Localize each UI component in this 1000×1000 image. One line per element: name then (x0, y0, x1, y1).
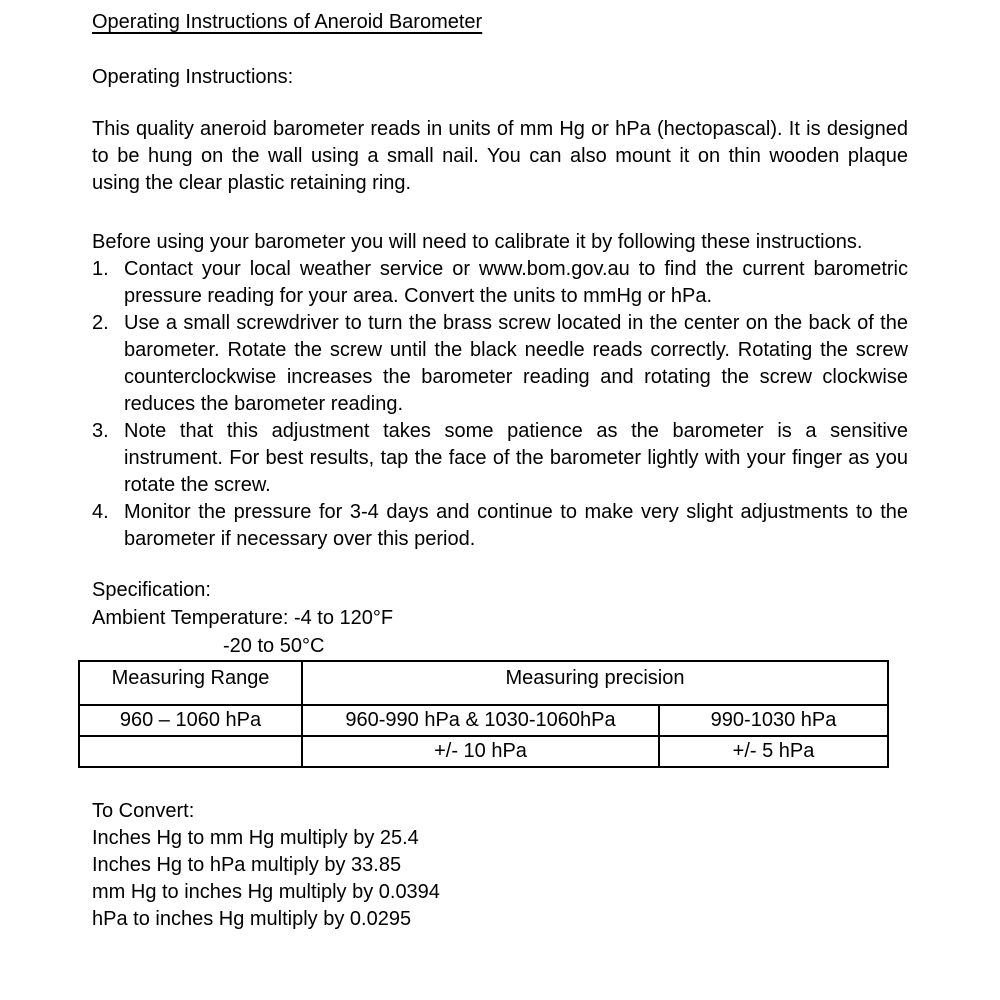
step-text: Contact your local weather service or www.bom.gov.au to find the current barometric pressure reading for your area. Convert the units to mmHg or hPa. (124, 258, 908, 307)
step-item-4 (92, 499, 908, 553)
calibration-paragraph: Before using your barometer you will need to calibrate it by following these instructions. (92, 231, 863, 253)
conversion-line-4: hPa to inches Hg multiply by 0.0295 (92, 908, 412, 930)
specification-heading: Specification: (92, 579, 211, 601)
table-cell-outer-precision: +/- 10 hPa (302, 736, 659, 767)
table-cell-inner-precision: +/- 5 hPa (659, 736, 888, 767)
document-title: Operating Instructions of Aneroid Barometer (92, 11, 483, 33)
table-cell-outer-band: 960-990 hPa & 1030-1060hPa (302, 705, 659, 736)
convert-heading: To Convert: (92, 800, 195, 822)
table-row-precision (79, 736, 888, 767)
table-cell-range: 960 – 1060 hPa (79, 705, 302, 736)
ambient-temperature-fahrenheit: Ambient Temperature: -4 to 120°F (92, 607, 394, 629)
conversion-line-2: Inches Hg to hPa multiply by 33.85 (92, 854, 402, 876)
calibration-steps (92, 256, 908, 553)
ambient-temperature-celsius: -20 to 50°C (223, 635, 325, 657)
section-heading: Operating Instructions: (92, 66, 294, 88)
spec-table (78, 660, 889, 768)
step-item-2 (92, 310, 908, 418)
step-number: 3. (92, 420, 109, 442)
conversion-line-3: mm Hg to inches Hg multiply by 0.0394 (92, 881, 440, 903)
step-number: 2. (92, 312, 109, 334)
step-text: Monitor the pressure for 3-4 days and continue to make very slight adjustments to the barometer if necessary over this period. (124, 501, 908, 550)
step-item-1 (92, 256, 908, 310)
table-header-row (79, 661, 888, 705)
step-text: Use a small screwdriver to turn the brass screw located in the center on the back of the barometer. Rotate the screw until the black needle reads correctly. Rotating the screw counterclockwise increases the barometer reading and rotating the screw clockwise reduces the barometer reading. (124, 312, 908, 415)
measuring-precision-header: Measuring precision (302, 661, 888, 705)
measuring-range-header: Measuring Range (79, 661, 302, 705)
table-row-ranges (79, 705, 888, 736)
step-text: Note that this adjustment takes some patience as the barometer is a sensitive instrument. For best results, tap the face of the barometer lightly with your finger as you rotate the screw. (124, 420, 908, 496)
step-number: 4. (92, 501, 109, 523)
table-cell-inner-band: 990-1030 hPa (659, 705, 888, 736)
table-cell-empty (79, 736, 302, 767)
step-item-3 (92, 418, 908, 499)
step-number: 1. (92, 258, 109, 280)
intro-paragraph: This quality aneroid barometer reads in units of mm Hg or hPa (hectopascal). It is designed to be hung on the wall using a small nail. You can also mount it on thin wooden plaque using the clear plastic retaining ring. (92, 118, 908, 194)
conversion-line-1: Inches Hg to mm Hg multiply by 25.4 (92, 827, 419, 849)
